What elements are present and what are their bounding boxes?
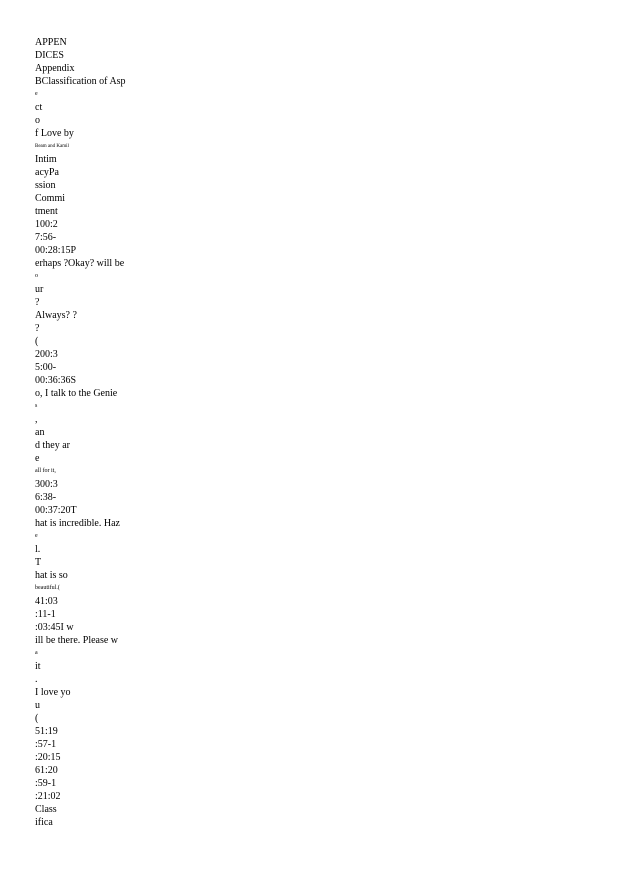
text-line: all for it,	[35, 468, 56, 474]
text-line: DICES	[35, 50, 64, 61]
text-line: s	[35, 403, 38, 409]
text-line: 00:37:20T	[35, 505, 77, 516]
text-line: it	[35, 661, 41, 672]
text-line: 300:3	[35, 479, 58, 490]
text-line: ill be there. Please w	[35, 635, 119, 646]
text-line: e	[35, 453, 40, 464]
text-line: :11-1	[35, 609, 56, 620]
text-line: tment	[35, 206, 58, 217]
text-line: Intim	[35, 154, 57, 165]
text-line: f Love by	[35, 128, 74, 139]
text-line: a	[35, 650, 38, 656]
text-line: Appendix	[35, 63, 75, 74]
text-line: o	[35, 115, 40, 126]
text-line: (	[35, 713, 39, 724]
text-line: I love yo	[35, 687, 71, 698]
text-line: 100:2	[35, 219, 58, 230]
text-line: hat is incredible. Haz	[35, 518, 120, 529]
text-line: 61:20	[35, 765, 58, 776]
text-line: ?	[35, 297, 40, 308]
text-line: Always? ?	[35, 310, 77, 321]
text-line: ?	[35, 323, 40, 334]
document-text	[35, 36, 595, 829]
text-line: 6:38-	[35, 492, 57, 503]
text-line: ssion	[35, 180, 56, 191]
text-line: BClassification of Asp	[35, 76, 126, 87]
text-line: ,	[35, 414, 38, 425]
text-line: :03:45I w	[35, 622, 74, 633]
text-line: Commi	[35, 193, 66, 204]
text-line: 00:28:15P	[35, 245, 77, 256]
text-line: erhaps ?Okay? will be	[35, 258, 125, 269]
text-line: 5:00-	[35, 362, 57, 373]
text-line: 7:56-	[35, 232, 57, 243]
text-line: 200:3	[35, 349, 58, 360]
text-line: Class	[35, 804, 57, 815]
text-line: o, I talk to the Genie	[35, 388, 118, 399]
text-line: :57-1	[35, 739, 57, 750]
text-line: e	[35, 533, 38, 539]
text-line: .	[35, 674, 38, 685]
text-line: T	[35, 557, 42, 568]
text-line: :59-1	[35, 778, 57, 789]
text-line: acyPa	[35, 167, 59, 178]
text-line: :20:15	[35, 752, 61, 763]
text-line: an	[35, 427, 45, 438]
text-line: (	[35, 336, 39, 347]
text-line: Beam and Kamil	[35, 144, 69, 149]
text-line: ur	[35, 284, 44, 295]
text-line: 00:36:36S	[35, 375, 77, 386]
text-line: u	[35, 700, 40, 711]
text-line: l.	[35, 544, 41, 555]
text-line: ifica	[35, 817, 53, 828]
text-line: hat is so	[35, 570, 68, 581]
text-line: 41:03	[35, 596, 58, 607]
text-line: o	[35, 273, 38, 279]
text-line: d they ar	[35, 440, 70, 451]
text-line: APPEN	[35, 37, 67, 48]
text-line: beautiful.(	[35, 585, 60, 591]
text-line: :21:02	[35, 791, 61, 802]
text-line: 51:19	[35, 726, 58, 737]
text-line: e	[35, 91, 38, 97]
text-line: ct	[35, 102, 43, 113]
